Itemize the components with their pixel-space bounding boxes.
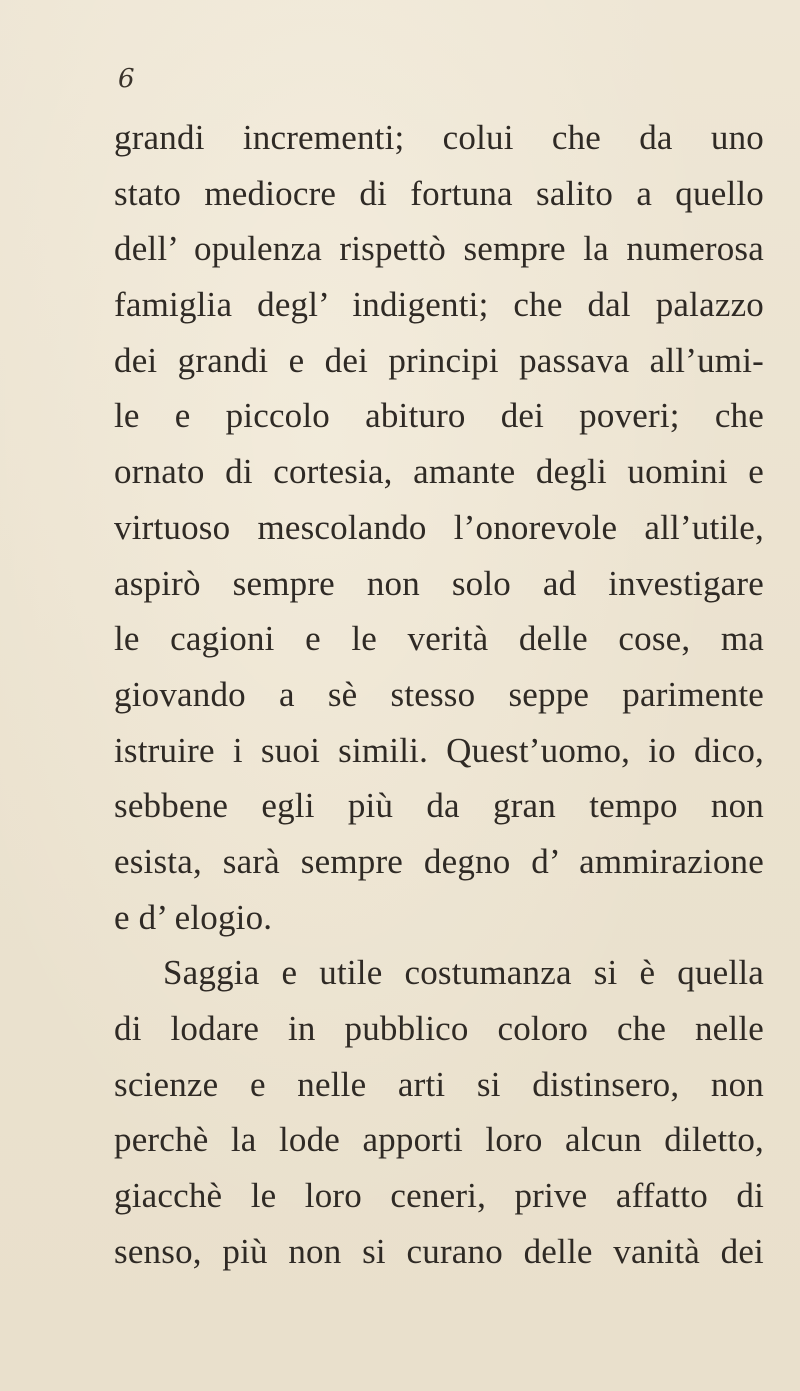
text-line: dell’ opulenza rispettò sempre la numerosa [114, 229, 764, 269]
text-line: aspirò sempre non solo ad investigare [114, 563, 764, 603]
text-line: famiglia degl’ indigenti; che dal palazzo [114, 285, 764, 325]
text-line: sebbene egli più da gran tempo non [114, 786, 764, 826]
paragraph-start-line: Saggia e utile costumanza si è quella [163, 953, 764, 993]
text-line: giacchè le loro ceneri, prive affatto di [114, 1176, 764, 1216]
body-text [114, 110, 764, 1279]
paragraph-end-line: e d’ elogio. [114, 897, 273, 937]
text-line: stato mediocre di fortuna salito a quello [114, 173, 764, 213]
text-line: perchè la lode apporti loro alcun diletto, [114, 1120, 764, 1160]
text-line: le cagioni e le verità delle cose, ma [114, 619, 764, 659]
text-line: virtuoso mescolando l’onorevole all’utile, [114, 507, 764, 547]
text-line: senso, più non si curano delle vanità dei [114, 1231, 764, 1271]
text-line: scienze e nelle arti si distinsero, non [114, 1064, 764, 1104]
text-line: ornato di cortesia, amante degli uomini e [114, 452, 764, 492]
text-line: dei grandi e dei principi passava all’umi- [114, 340, 764, 380]
text-line: giovando a sè stesso seppe parimente [114, 674, 764, 714]
text-line: istruire i suoi simili. Quest’uomo, io dico, [114, 730, 764, 770]
text-line: di lodare in pubblico coloro che nelle [114, 1009, 764, 1048]
text-line: grandi incrementi; colui che da uno [114, 118, 764, 157]
text-line: esista, sarà sempre degno d’ ammirazione [114, 841, 764, 881]
text-line: le e piccolo abituro dei poveri; che [114, 396, 764, 436]
page-number: 6 [118, 64, 135, 94]
